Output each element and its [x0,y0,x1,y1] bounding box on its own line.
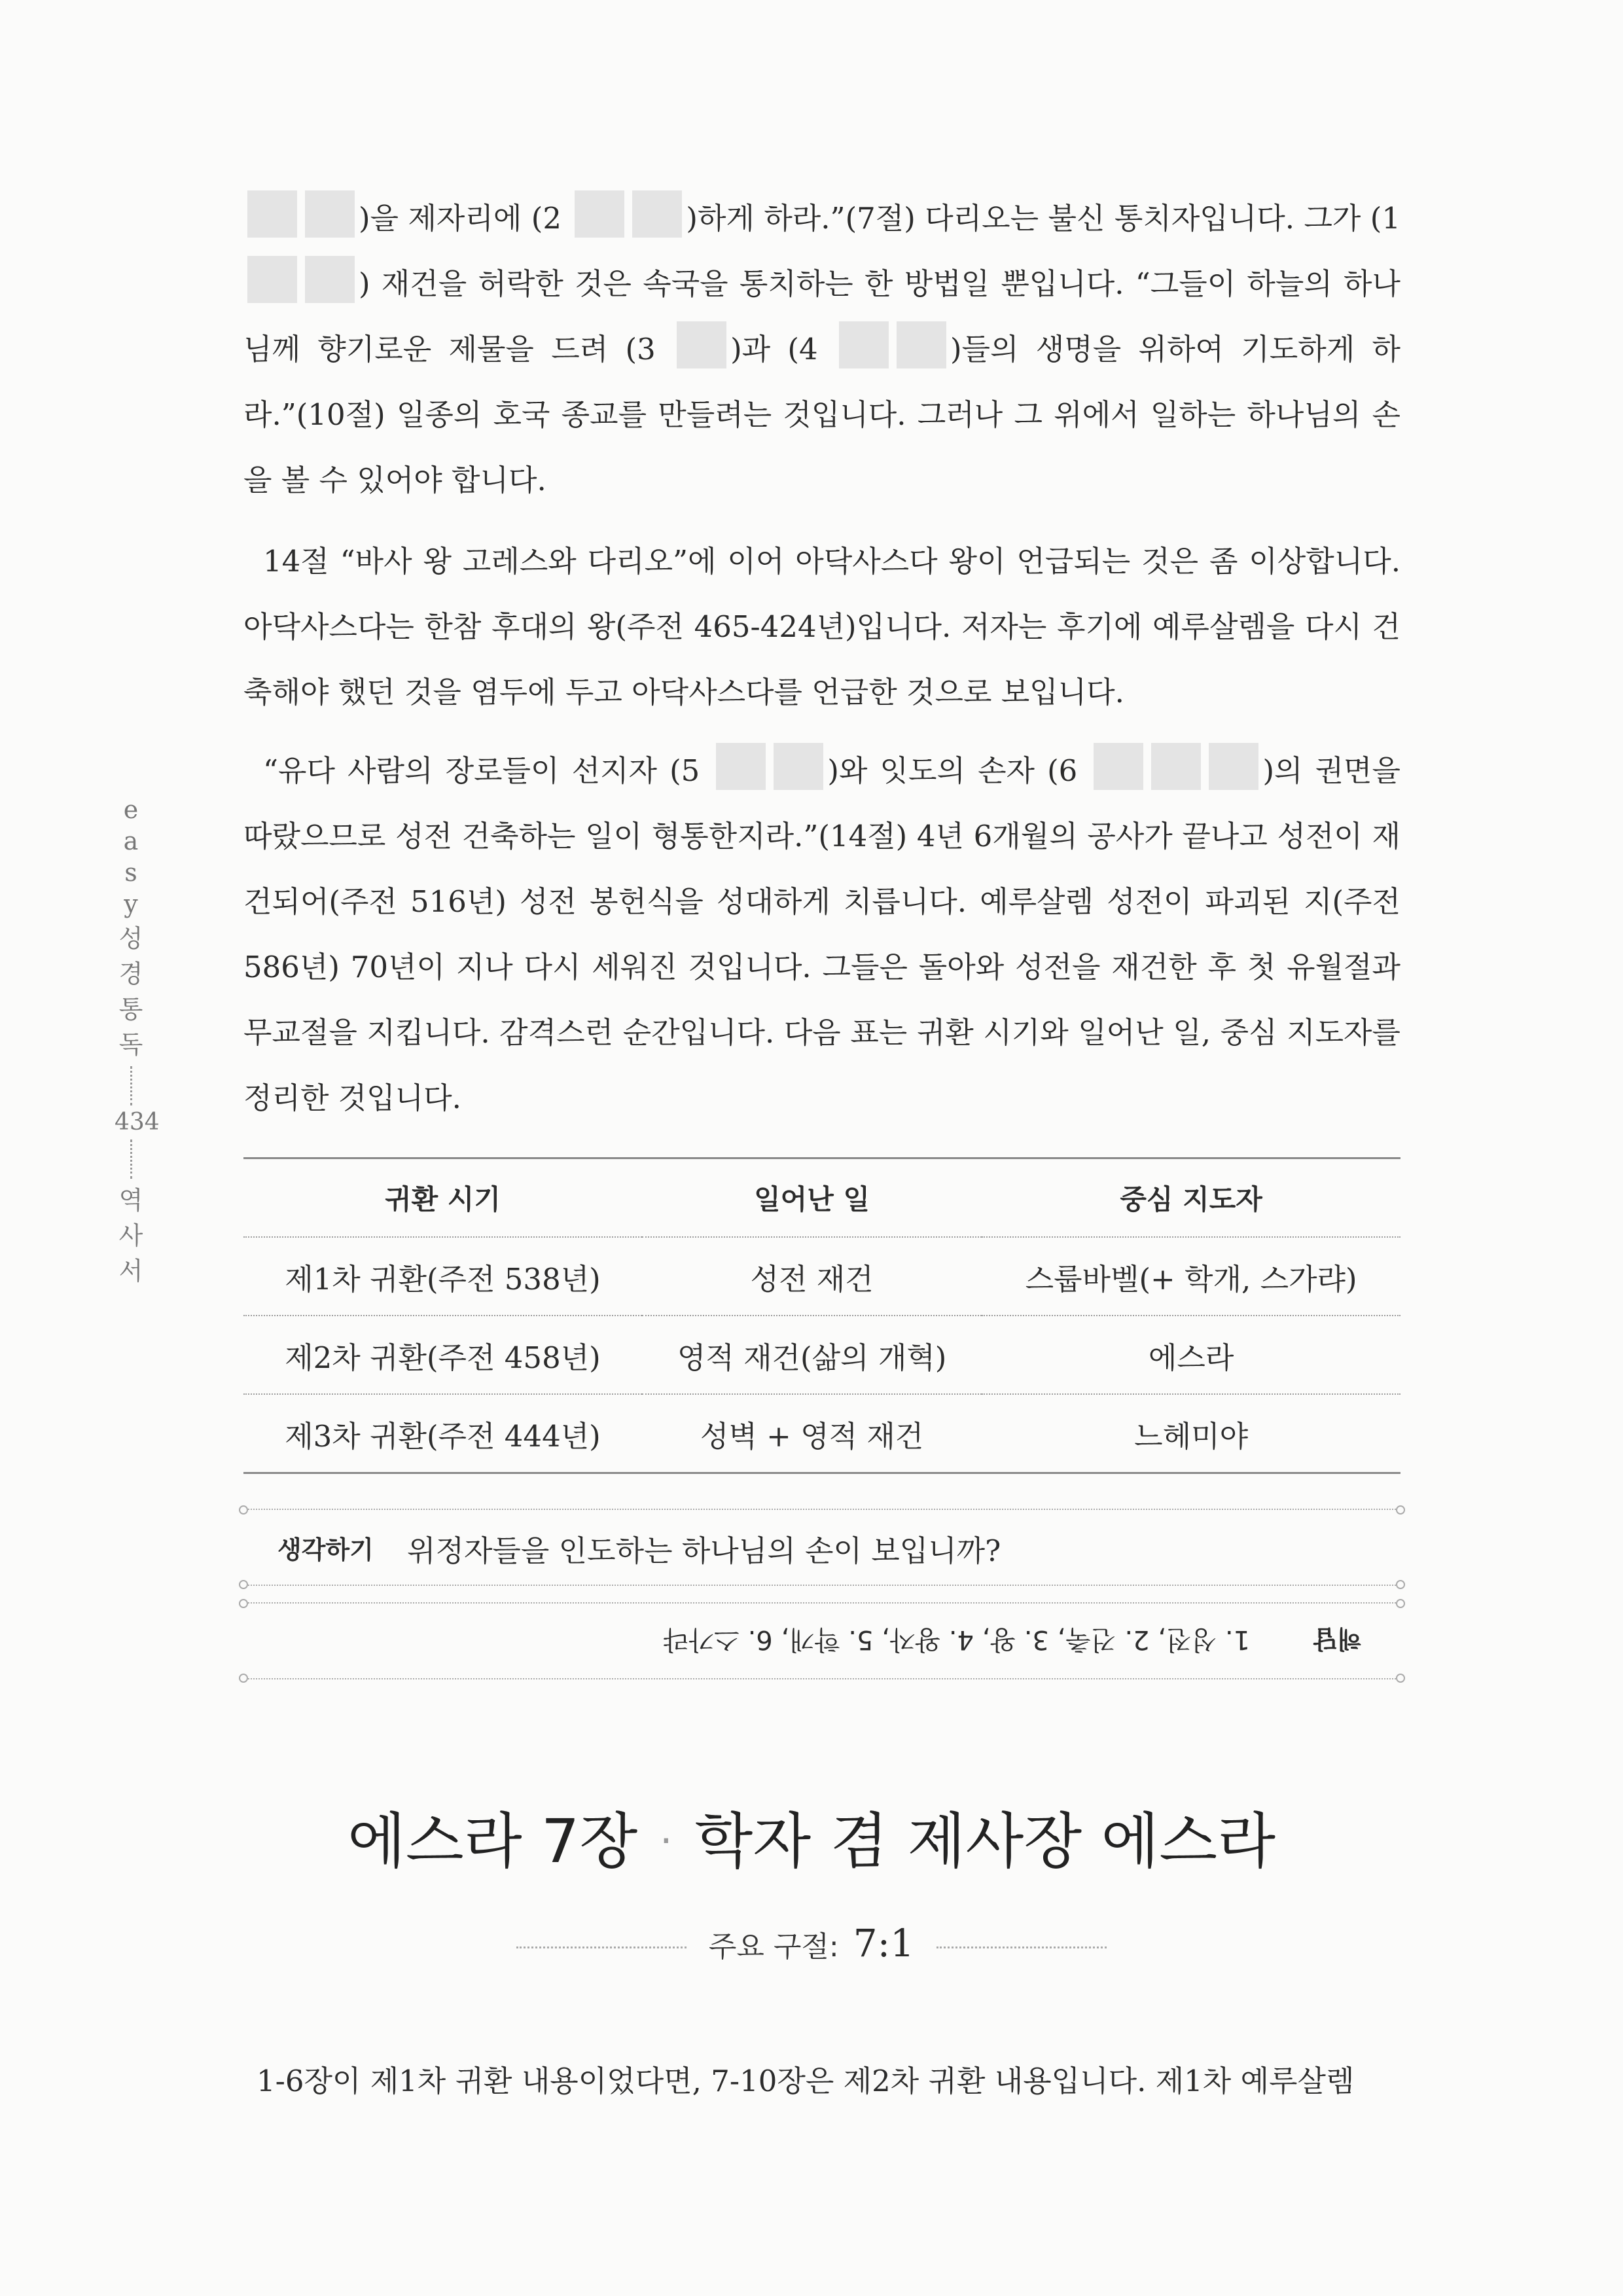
answer-box [243,1602,1400,1679]
section-char: 사 [118,1221,143,1250]
table-cell: 제1차 귀환(주전 538년) [243,1237,642,1316]
answer-blank [897,321,946,368]
table-cell: 성벽 + 영적 재건 [642,1394,982,1473]
table-cell: 영적 재건(삶의 개혁) [642,1316,982,1394]
paragraph-text: )들의 생명을 위하여 기도하게 하라.”(10절) 일종의 호국 종교를 만들려는 것입니다. 그러나 그 위에서 일하는 하나님의 손을 볼 수 있어야 합니다. [243,332,1400,497]
table-row [243,1316,1400,1394]
paragraph-text: )의 권면을 따랐으므로 성전 건축하는 일이 형통한지라.”(14절) 4년 6개월의 공사가 끝나고 성전이 재건되어(주전 516년) 성전 봉헌식을 성대하게 치릅니다. 예루살렘 성전이 파괴된 지(주전 586년) 70년이 지나 다시 세워진 것입니다. 그들은 돌아와 성전을 재건한 후 첫 유월절과 무교절을 지킵니다. 감격스런 순간입니다. 다음 표는 귀환 시기와 일어난 일, 중심 지도자를 정리한 것입니다. [243,753,1400,1115]
title-separator: · [660,1818,673,1864]
corner-dot [239,1674,248,1683]
corner-dot [1396,1599,1405,1608]
section-char: 서 [118,1257,143,1285]
corner-dot [1396,1580,1405,1589]
decorative-line [936,1946,1107,1948]
table-header: 일어난 일 [642,1158,982,1238]
series-name-en: easy [116,795,145,921]
table-header: 귀환 시기 [243,1158,642,1238]
answer-blank [247,256,297,303]
paragraph-3 [243,738,1400,1131]
answer-blank [305,256,355,303]
key-verse [0,1921,1623,1965]
answer-blank [716,743,766,790]
corner-dot [1396,1674,1405,1683]
table-cell: 성전 재건 [642,1237,982,1316]
answer-blank [1151,743,1201,790]
think-question: 위정자들을 인도하는 하나님의 손이 보입니까? [407,1534,1001,1568]
return-summary-table [243,1157,1400,1474]
answer-blank [247,190,297,238]
answer-blank [575,190,624,238]
answer-text: 1. 성전, 2. 건축, 3. 왕, 4. 왕자, 5. 학개, 6. 스가랴 [663,1624,1250,1655]
series-char: 독 [118,1030,143,1059]
answer-label: 해답 [1313,1624,1361,1653]
paragraph-text: “유다 사람의 장로들이 선지자 (5 [263,753,700,788]
answer-blank [774,743,823,790]
table-header: 중심 지도자 [982,1158,1400,1238]
paragraph-1 [243,186,1400,513]
paragraph-final [243,2049,1400,2114]
answer-blank [305,190,355,238]
series-char: 통 [118,995,143,1024]
table-cell: 에스라 [982,1316,1400,1394]
decorative-line [516,1946,687,1948]
paragraph-text: )과 (4 [730,332,818,367]
table-cell: 제3차 귀환(주전 444년) [243,1394,642,1473]
key-verse-label: 주요 구절: [708,1930,839,1964]
paragraph-text: )을 제자리에 (2 [359,201,562,236]
divider [130,1139,132,1179]
section-char: 역 [118,1186,143,1215]
sidebar [115,795,160,1289]
paragraph-2 [243,529,1400,725]
series-char: 성 [118,924,143,953]
paragraph-text: ) 재건을 허락한 것은 속국을 통치하는 한 방법일 뿐입니다. “그들이 하늘의 하나님께 향기로운 제물을 드려 (3 [243,266,1400,367]
table-header-row [243,1158,1400,1238]
chapter-title [0,1793,1623,1880]
paragraph-text: )와 잇도의 손자 (6 [827,753,1078,788]
table-cell: 느헤미야 [982,1394,1400,1473]
chapter-subtitle: 학자 겸 제사장 에스라 [694,1806,1275,1876]
series-char: 경 [118,960,143,988]
paragraph-text: 14절 “바사 왕 고레스와 다리오”에 이어 아닥사스다 왕이 언급되는 것은 좀 이상합니다. 아닥사스다는 한참 후대의 왕(주전 465-424년)입니다. 저자는 후기에 예루살렘을 다시 건축해야 했던 것을 염두에 두고 아닥사스다를 언급한 것으로 보입니다. [243,544,1400,709]
chapter-number: 에스라 7장 [348,1806,638,1876]
answer-blank [1094,743,1143,790]
divider [130,1066,132,1105]
corner-dot [239,1599,248,1608]
answer-blank [839,321,889,368]
answer-blank [1209,743,1258,790]
paragraph-text: )하게 하라.”(7절) 다리오는 불신 통치자입니다. 그가 (1 [686,201,1400,236]
table-cell: 스룹바벨(+ 학개, 스가랴) [982,1237,1400,1316]
corner-dot [239,1505,248,1515]
key-verse-ref: 7:1 [853,1921,915,1965]
table-cell: 제2차 귀환(주전 458년) [243,1316,642,1394]
table-row [243,1394,1400,1473]
table-row [243,1237,1400,1316]
think-box [243,1509,1400,1586]
page-number: 434 [115,1109,160,1136]
think-label: 생각하기 [277,1535,374,1564]
corner-dot [239,1580,248,1589]
answer-blank [632,190,682,238]
paragraph-text: 1-6장이 제1차 귀환 내용이었다면, 7-10장은 제2차 귀환 내용입니다. 제1차 예루살렘 [257,2064,1355,2098]
corner-dot [1396,1505,1405,1515]
answer-blank [677,321,726,368]
